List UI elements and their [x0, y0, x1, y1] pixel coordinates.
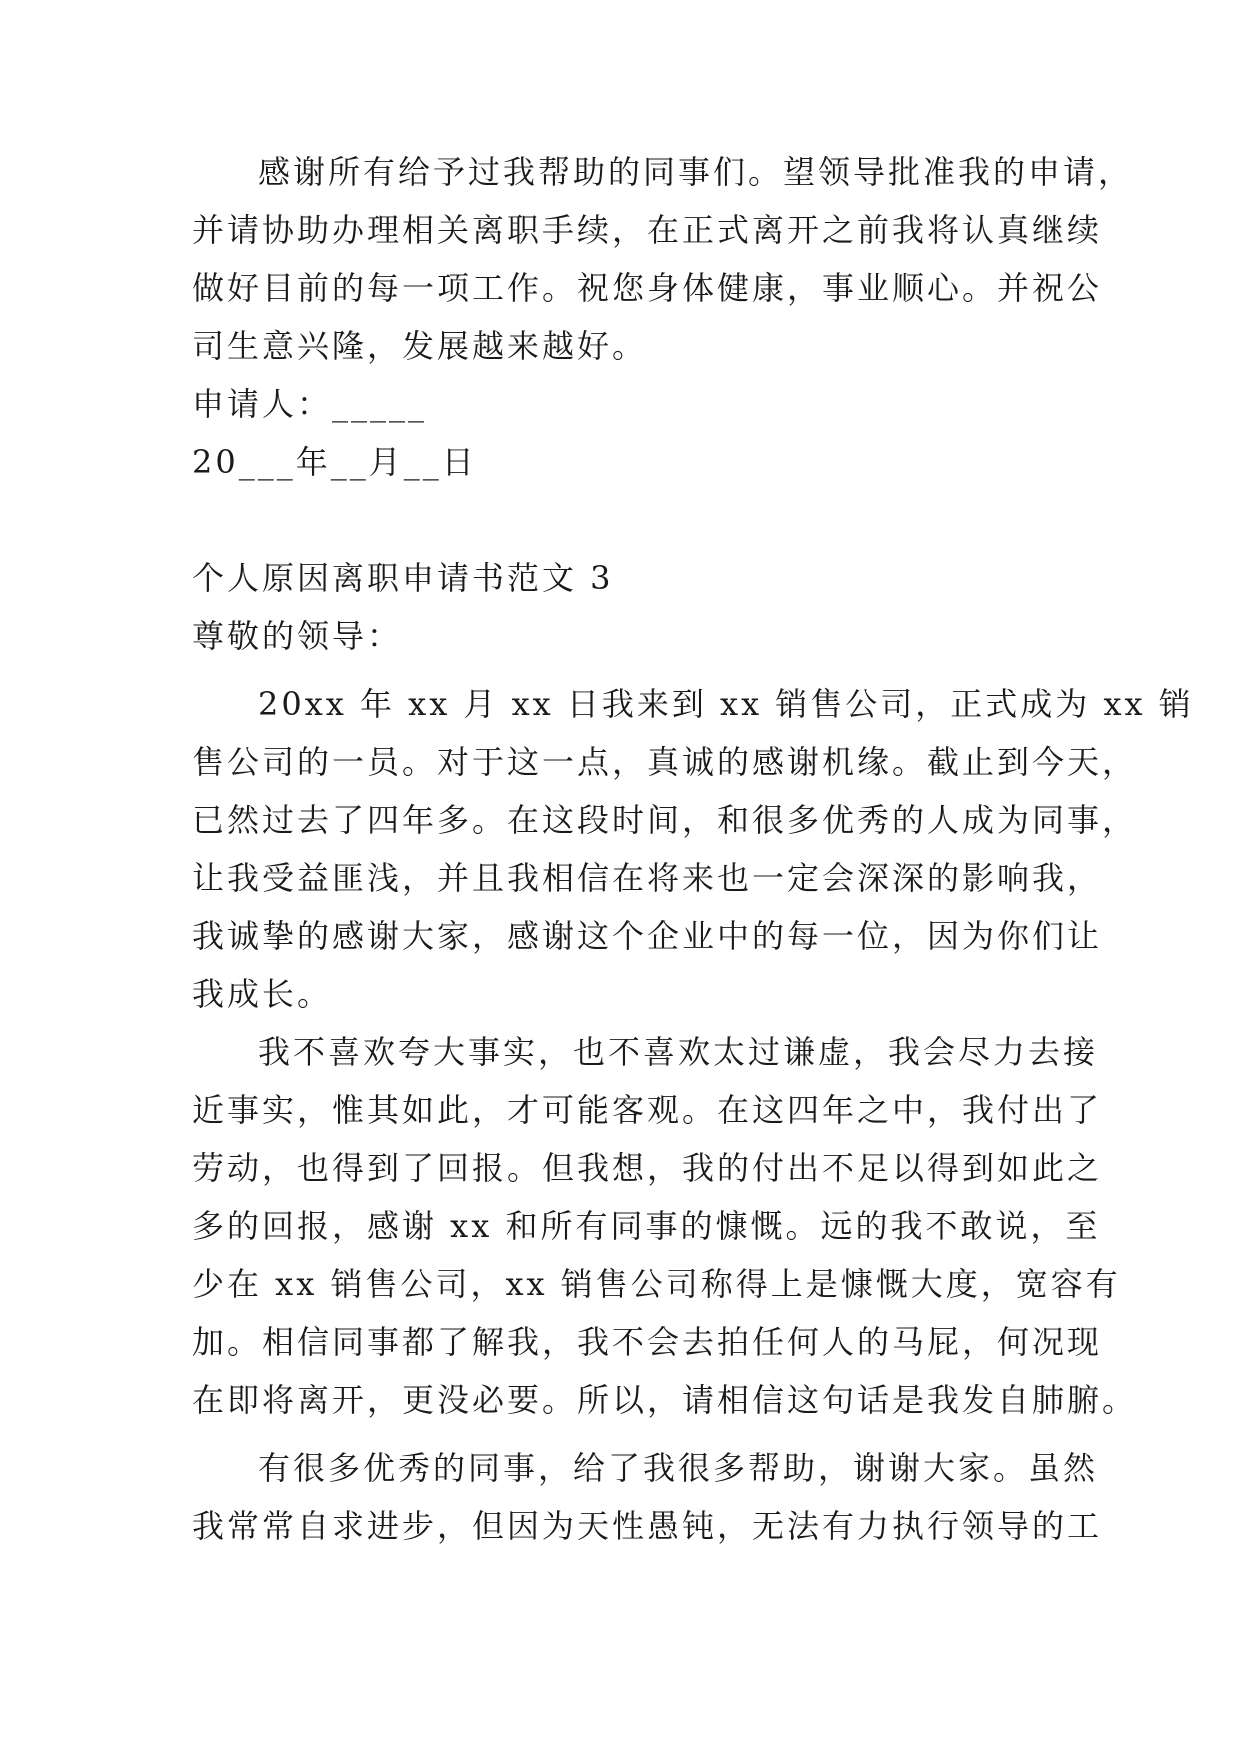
salutation: 尊敬的领导： [192, 617, 403, 655]
text-line: 加。相信同事都了解我，我不会去拍任何人的马屁，何况现 [192, 1323, 1103, 1361]
text-line: 已然过去了四年多。在这段时间，和很多优秀的人成为同事， [192, 801, 1138, 839]
text-line: 我常常自求进步，但因为天性愚钝，无法有力执行领导的工 [192, 1507, 1103, 1545]
applicant-signature-line: 申请人：_____ [192, 385, 428, 423]
text-line: 劳动，也得到了回报。但我想，我的付出不足以得到如此之 [192, 1149, 1103, 1187]
text-line: 20xx 年 xx 月 xx 日我来到 xx 销售公司，正式成为 xx 销 [258, 685, 1194, 723]
text-line: 我诚挚的感谢大家，感谢这个企业中的每一位，因为你们让 [192, 917, 1103, 955]
text-line: 我成长。 [192, 975, 333, 1013]
text-line: 近事实，惟其如此，才可能客观。在这四年之中，我付出了 [192, 1091, 1103, 1129]
date-line: 20___年__月__日 [192, 443, 477, 481]
text-line: 让我受益匪浅，并且我相信在将来也一定会深深的影响我， [192, 859, 1103, 897]
text-line: 我不喜欢夸大事实，也不喜欢太过谦虚，我会尽力去接 [258, 1033, 1099, 1071]
text-line: 有很多优秀的同事，给了我很多帮助，谢谢大家。虽然 [258, 1449, 1099, 1487]
text-line: 多的回报，感谢 xx 和所有同事的慷慨。远的我不敢说，至 [192, 1207, 1101, 1245]
text-line: 感谢所有给予过我帮助的同事们。望领导批准我的申请， [258, 153, 1134, 191]
section-title: 个人原因离职申请书范文 3 [192, 559, 614, 597]
text-line: 售公司的一员。对于这一点，真诚的感谢机缘。截止到今天， [192, 743, 1138, 781]
text-line: 少在 xx 销售公司，xx 销售公司称得上是慷慨大度，宽容有 [192, 1265, 1121, 1303]
text-line: 并请协助办理相关离职手续，在正式离开之前我将认真继续 [192, 211, 1103, 249]
text-line: 司生意兴隆，发展越来越好。 [192, 327, 648, 365]
text-line: 在即将离开，更没必要。所以，请相信这句话是我发自肺腑。 [192, 1381, 1138, 1419]
text-line: 做好目前的每一项工作。祝您身体健康，事业顺心。并祝公 [192, 269, 1103, 307]
